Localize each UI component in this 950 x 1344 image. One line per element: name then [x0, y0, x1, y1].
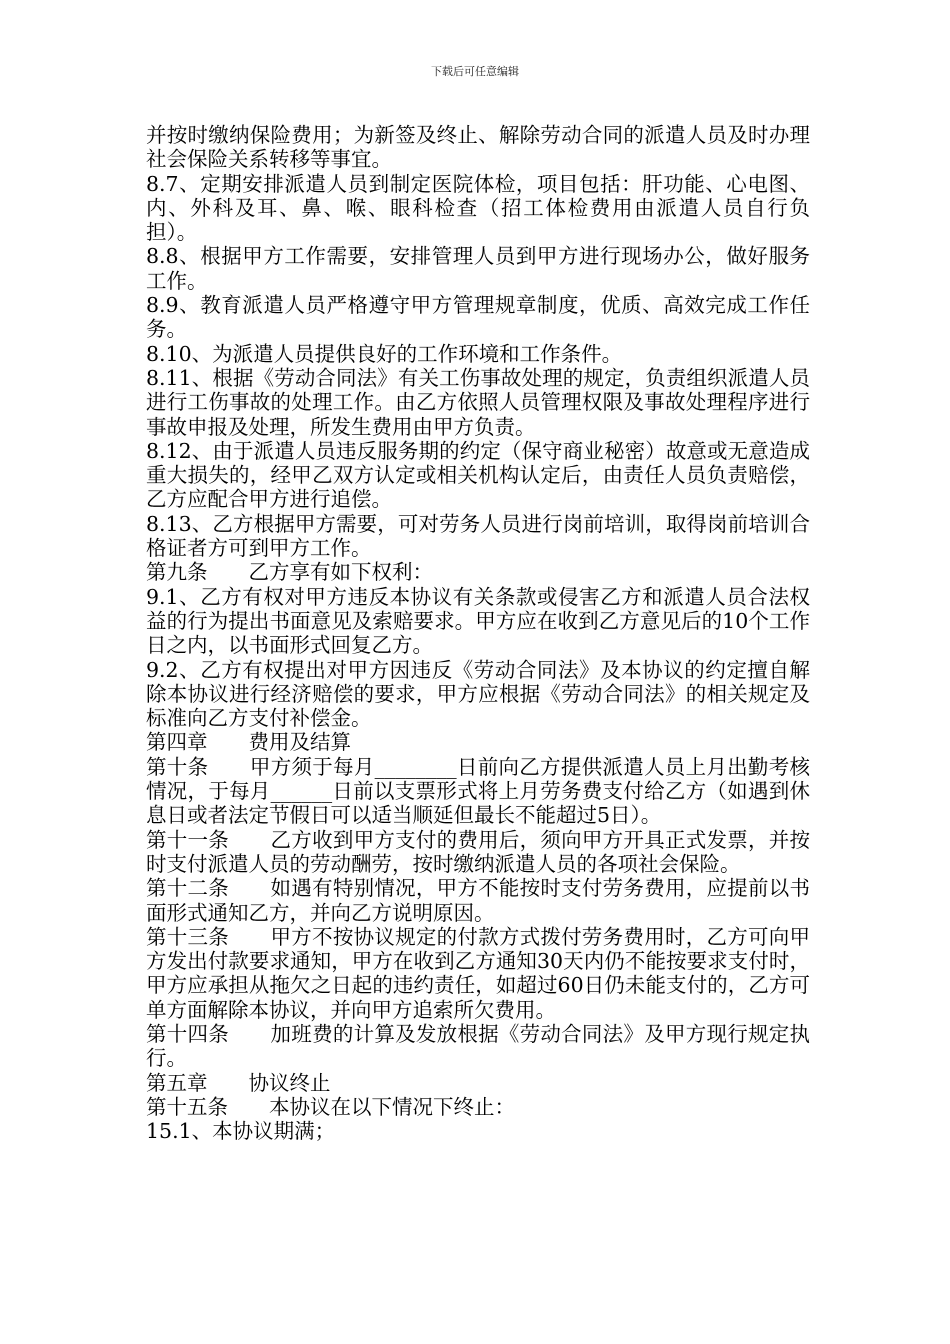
clause-8-7: 8.7、定期安排派遣人员到制定医院体检，项目包括：肝功能、心电图、内、外科及耳、鼻、喉、眼科检查（招工体检费用由派遣人员自行负担）。	[146, 171, 810, 245]
chapter-4-heading: 第四章 费用及结算	[146, 730, 351, 755]
chapter-5-heading: 第五章 协议终止	[146, 1070, 331, 1095]
article-15: 第十五条 本协议在以下情况下终止：	[146, 1094, 515, 1119]
article-11: 第十一条 乙方收到甲方支付的费用后，须向甲方开具正式发票，并按时支付派遣人员的劳动酬劳，按时缴纳派遣人员的各项社会保险。	[146, 827, 810, 876]
clause-8-10: 8.10、为派遣人员提供良好的工作环境和工作条件。	[146, 341, 623, 366]
clause-8-11: 8.11、根据《劳动合同法》有关工伤事故处理的规定，负责组织派遣人员进行工伤事故的处理工作。由乙方依照人员管理权限及事故处理程序进行事故申报及处理，所发生费用由甲方负责。	[146, 365, 810, 439]
clause-8-13: 8.13、乙方根据甲方需要，可对劳务人员进行岗前培训，取得岗前培训合格证者方可到甲方工作。	[146, 511, 810, 561]
clause-8-8: 8.8、根据甲方工作需要，安排管理人员到甲方进行现场办公，做好服务工作。	[146, 244, 810, 293]
document-body	[146, 123, 810, 1143]
article-14: 第十四条 加班费的计算及发放根据《劳动合同法》及甲方现行规定执行。	[146, 1021, 810, 1071]
clause-8-9: 8.9、教育派遣人员严格遵守甲方管理规章制度，优质、高效完成工作任务。	[146, 293, 810, 342]
clause-8-12: 8.12、由于派遣人员违反服务期的约定（保守商业秘密）故意或无意造成重大损失的，经甲乙双方认定或相关机构认定后，由责任人员负责赔偿，乙方应配合甲方进行追偿。	[146, 438, 810, 512]
clause-9-2: 9.2、乙方有权提出对甲方因违反《劳动合同法》及本协议的约定擅自解除本协议进行经济赔偿的要求，甲方应根据《劳动合同法》的相关规定及标准向乙方支付补偿金。	[146, 657, 810, 731]
article-13: 第十三条 甲方不按协议规定的付款方式拨付劳务费用时，乙方可向甲方发出付款要求通知，甲方在收到乙方通知30天内仍不能按要求支付时，甲方应承担从拖欠之日起的违约责任，如超过60日仍未能支付的，乙方可单方面解除本协议，并向甲方追索所欠费用。	[146, 924, 810, 1022]
clause-15-1: 15.1、本协议期满；	[146, 1119, 336, 1144]
article-12: 第十二条 如遇有特别情况，甲方不能按时支付劳务费用，应提前以书面形式通知乙方，并向乙方说明原因。	[146, 876, 810, 925]
clause-9-1: 9.1、乙方有权对甲方违反本协议有关条款或侵害乙方和派遣人员合法权益的行为提出书面意见及索赔要求。甲方应在收到乙方意见后的10个工作日之内，以书面形式回复乙方。	[146, 584, 810, 658]
article-9-heading: 第九条 乙方享有如下权利：	[146, 560, 433, 585]
page-header-note: 下载后可任意编辑	[431, 65, 519, 78]
article-10: 第十条 甲方须于每月________日前向乙方提供派遣人员上月出勤考核情况，于每月______日前以支票形式将上月劳务费支付给乙方（如遇到休息日或者法定节假日可以适当顺延但最长不能超过5日）。	[146, 754, 810, 828]
paragraph-continuation-insurance: 并按时缴纳保险费用；为新签及终止、解除劳动合同的派遣人员及时办理社会保险关系转移等事宜。	[146, 123, 810, 172]
